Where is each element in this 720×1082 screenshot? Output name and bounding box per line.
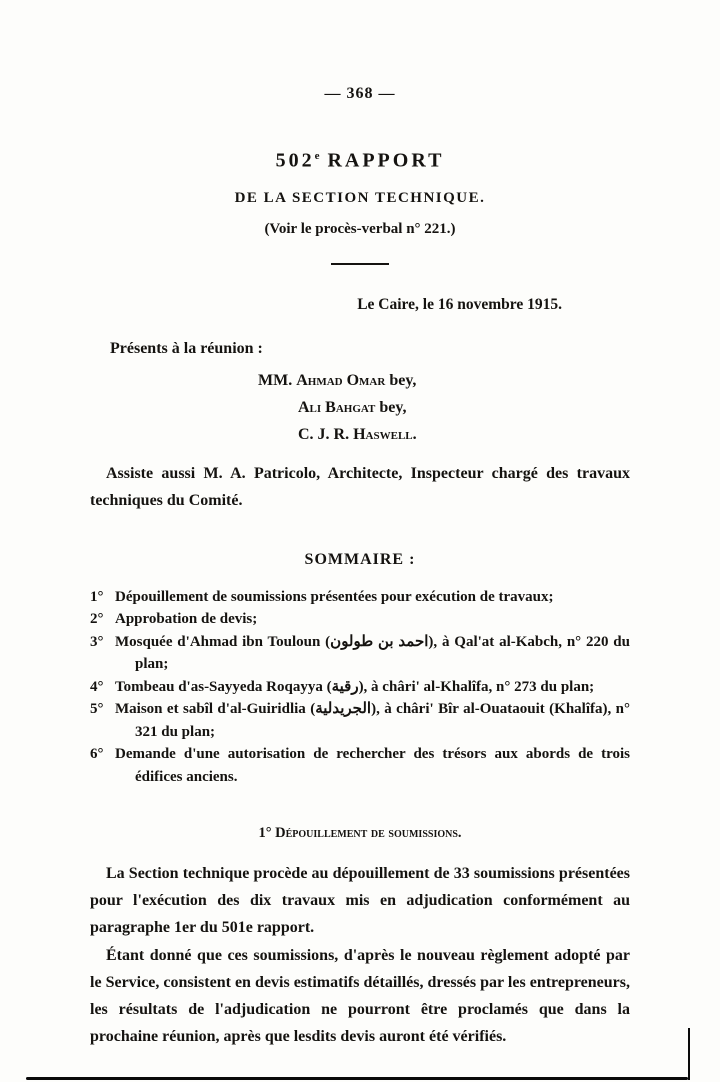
sommaire-item bbox=[90, 698, 630, 743]
sommaire-item-number: 2° bbox=[90, 611, 104, 628]
report-title-superscript: e bbox=[314, 150, 320, 162]
sommaire-item-number: 3° bbox=[90, 633, 104, 650]
sommaire-item bbox=[90, 608, 630, 631]
section-heading-number: 1° bbox=[258, 825, 276, 842]
scan-edge-artifact-right bbox=[688, 1028, 690, 1080]
attendee-name: Ali Bahgat bbox=[298, 398, 376, 416]
body-paragraph: Étant donné que ces soumissions, d'après le nouveau règlement adopté par le Service, consistent en devis estimatifs détaillés, dressés par les entrepreneurs, les résultats de l'adjudication ne pourront être proclamés que dans la prochaine réunion, après que lesdits devis auront été vérifiés. bbox=[90, 947, 630, 1046]
sommaire-item-number: 6° bbox=[90, 746, 104, 763]
page-number: — 368 — bbox=[324, 85, 396, 102]
sommaire-item bbox=[90, 676, 630, 699]
sommaire-item-text: Maison et sabîl d'al-Guiridlia (الجريدلية), à châri' Bîr al-Ouataouit (Khalîfa), n° 321 du plan; bbox=[115, 701, 630, 740]
sommaire-item-text: Tombeau d'as-Sayyeda Roqayya (رقية), à châri' al-Khalîfa, n° 273 du plan; bbox=[115, 678, 595, 695]
dateline: Le Caire, le 16 novembre 1915. bbox=[357, 295, 562, 313]
section-heading bbox=[90, 824, 630, 842]
assiste-paragraph: Assiste aussi M. A. Patricolo, Architecte, Inspecteur chargé des travaux techniques du Comité. bbox=[90, 464, 630, 509]
sommaire-item-text: Dépouillement de soumissions présentées pour exécution de travaux; bbox=[115, 588, 554, 605]
scan-edge-artifact-bottom bbox=[26, 1077, 688, 1080]
attendee-prefix: MM. bbox=[258, 371, 297, 389]
sommaire-item bbox=[90, 586, 630, 609]
report-title-rest: RAPPORT bbox=[319, 149, 445, 172]
attendee-line bbox=[258, 421, 630, 448]
separator-rule bbox=[331, 263, 389, 265]
section-heading-text: Dépouillement de soumissions. bbox=[275, 825, 462, 842]
attendee-name: Haswell bbox=[353, 425, 413, 443]
sommaire-item-number: 1° bbox=[90, 588, 104, 605]
sommaire-title: SOMMAIRE : bbox=[304, 550, 416, 568]
sommaire-item-text: Mosquée d'Ahmad ibn Touloun (احمد بن طولون), à Qal'at al-Kabch, n° 220 du plan; bbox=[115, 633, 630, 673]
attendee-suffix: . bbox=[412, 425, 417, 443]
body-paragraph: La Section technique procède au dépouillement de 33 soumissions présentées pour l'exécution des dix travaux mis en adjudication conformément au paragraphe 1er du 501e rapport. bbox=[90, 865, 630, 937]
reference-note: (Voir le procès-verbal n° 221.) bbox=[264, 220, 456, 237]
sommaire-item-number: 4° bbox=[90, 678, 104, 695]
attendee-prefix: C. J. R. bbox=[298, 425, 354, 443]
sommaire-item bbox=[90, 743, 630, 788]
report-subtitle: DE LA SECTION TECHNIQUE. bbox=[234, 189, 486, 206]
sommaire-item-text: Demande d'une autorisation de rechercher des trésors aux abords de trois édifices anciens. bbox=[115, 746, 630, 785]
attendee-list bbox=[258, 367, 630, 448]
sommaire-item bbox=[90, 631, 630, 676]
attendee-line bbox=[258, 394, 630, 421]
attendee-suffix: bey, bbox=[375, 398, 407, 416]
sommaire-item-text: Approbation de devis; bbox=[115, 611, 258, 628]
report-title bbox=[90, 145, 630, 173]
sommaire-list bbox=[90, 586, 630, 789]
sommaire-item-number: 5° bbox=[90, 701, 104, 718]
attendee-suffix: bey, bbox=[385, 371, 417, 389]
presents-label: Présents à la réunion : bbox=[110, 339, 263, 357]
attendee-name: Ahmad Omar bbox=[296, 371, 386, 389]
attendee-line bbox=[258, 367, 630, 394]
report-title-number: 502 bbox=[275, 149, 315, 172]
